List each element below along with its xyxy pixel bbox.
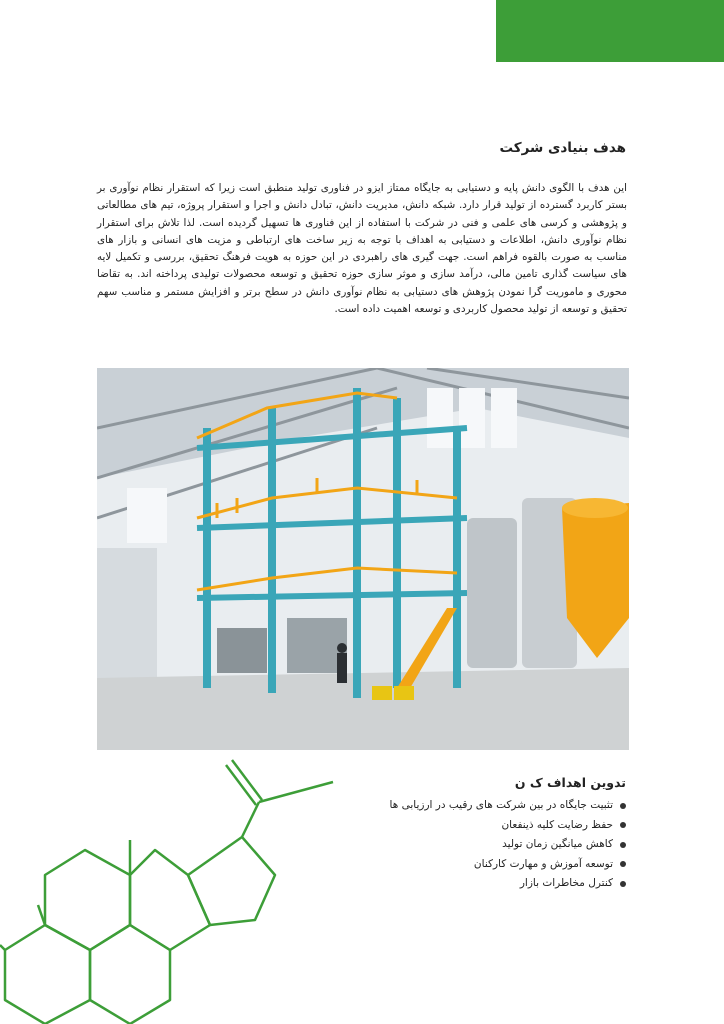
bullet-icon bbox=[620, 881, 626, 887]
goal-text: تثبیت جایگاه در بین شرکت های رقیب در ارزیابی ها bbox=[389, 799, 613, 811]
goals-title: تدوین اهداف ک ن bbox=[514, 775, 626, 790]
bullet-icon bbox=[620, 861, 626, 867]
goal-text: حفظ رضایت کلیه ذینفعان bbox=[501, 818, 613, 831]
goal-text: کنترل مخاطرات بازار bbox=[519, 877, 613, 889]
goal-text: توسعه آموزش و مهارت کارکنان bbox=[473, 857, 613, 870]
factory-illustration bbox=[97, 368, 629, 750]
molecule-decoration bbox=[0, 755, 380, 1024]
section-body-text: این هدف با الگوی دانش پایه و دستیابی به جایگاه ممتاز ایزو در فناوری تولید منطبق است زیرا که استقرار نظام نوآوری بر بستر کاربرد گسترده از تولید قرار دارد. شبکه دانش، مدیریت دانش، تبادل دانش و اجرا و استقرار پروژه، تیم های مطالعاتی و پژوهشی و کرسی های علمی و فنی در شرکت با استفاده از این فناوری ها تسهیل گردیده است. لذا تلاش برای استقرار نظام نوآوری دانش، اطلاعات و دستیابی به اهداف با توجه به زیر ساخت های ارتباطی و مزیت های انسانی و بازار های مناسب به صورت بالقوه فراهم است. جهت گیری های راهبردی در این حوزه به هویت فرهنگ تحقیق، بررسی و تکمیل لایه های سیاست گذاری تامین مالی، درآمد سازی و موثر سازی حوزه تحقیق و توسعه محصولات تولیدی پرداخته اند. به تقاضا محوری و ماموریت گرا نمودن پژوهش های دستیابی به نظام نوآوری دانش در سطح برتر و افزایش مستمر و مناسب سهم تحقیق و توسعه از تولید محصول کاربردی و توسعه اهمیت داده است. bbox=[97, 182, 627, 316]
bullet-icon bbox=[620, 803, 626, 809]
bullet-icon bbox=[620, 842, 626, 848]
section-title: هدف بنیادی شرکت bbox=[499, 140, 626, 156]
factory-photo bbox=[97, 368, 629, 750]
corner-accent-block bbox=[496, 0, 724, 62]
bullet-icon bbox=[620, 822, 626, 828]
goal-text: کاهش میانگین زمان تولید bbox=[502, 838, 613, 850]
